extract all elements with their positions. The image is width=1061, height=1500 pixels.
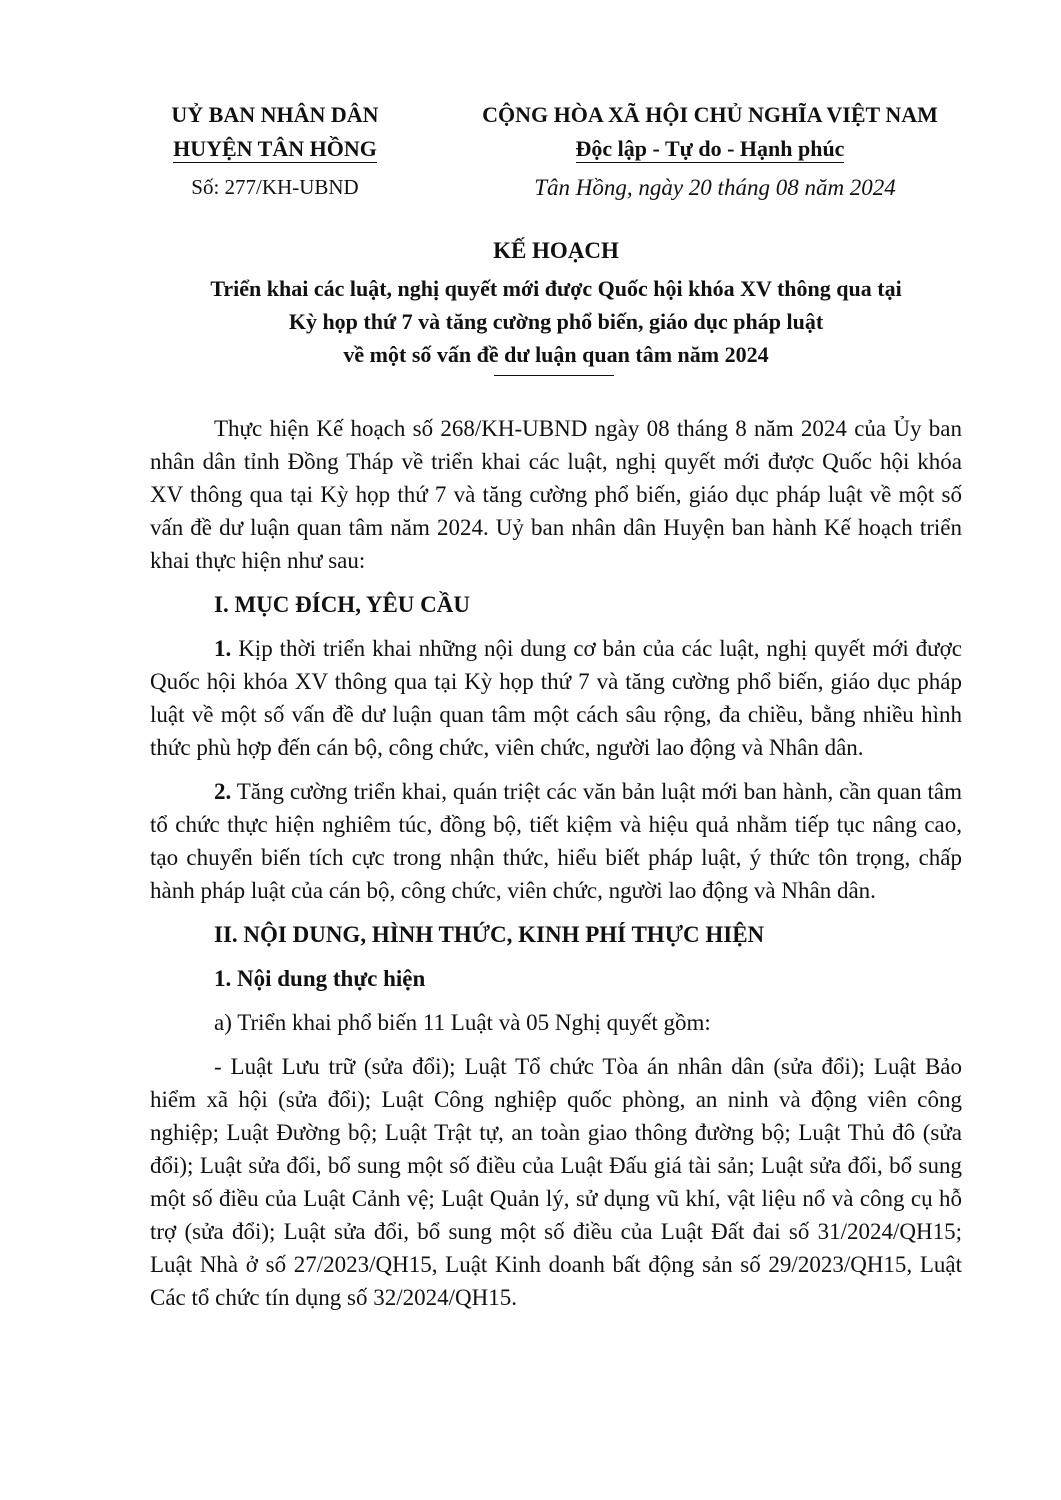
subsection-1-heading: 1. Nội dung thực hiện <box>214 966 426 991</box>
item-1-number: 1. <box>214 636 232 661</box>
subtitle-line1: Triển khai các luật, nghị quyết mới được Quốc hội khóa XV thông qua tại <box>210 276 902 301</box>
item-1-text: Kịp thời triển khai những nội dung cơ bản của các luật, nghị quyết mới được Quốc hội khóa XV thông qua tại Kỳ họp thứ 7 và tăng cường phổ biến, giáo dục pháp luật về một số vấn đề dư luận quan tâm một cách sâu rộng, đa chiều, bằng nhiều hình thức phù hợp đến cán bộ, công chức, viên chức, người lao động và Nhân dân. <box>150 636 962 760</box>
national-motto: Độc lập - Tự do - Hạnh phúc <box>575 136 845 161</box>
national-header <box>455 98 965 166</box>
subtitle-line3: về một số vấn đề dư luận quan tâm năm 2024 <box>343 342 769 367</box>
document-body <box>150 412 962 1325</box>
issuer-district: HUYỆN TÂN HỒNG <box>173 136 377 161</box>
subtitle-line2: Kỳ họp thứ 7 và tăng cường phổ biến, giáo dục pháp luật <box>288 309 824 334</box>
laws-list: - Luật Lưu trữ (sửa đổi); Luật Tổ chức Tòa án nhân dân (sửa đổi); Luật Bảo hiểm xã hội (sửa đổi); Luật Công nghiệp quốc phòng, an ninh và động viên công nghiệp; Luật Đường bộ; Luật Trật tự, an toàn giao thông đường bộ; Luật Thủ đô (sửa đổi); Luật sửa đổi, bổ sung một số điều của Luật Đấu giá tài sản; Luật sửa đổi, bổ sung một số điều của Luật Cảnh vệ; Luật Quản lý, sử dụng vũ khí, vật liệu nổ và công cụ hỗ trợ (sửa đổi); Luật sửa đổi, bổ sung một số điều của Luật Đất đai số 31/2024/QH15; Luật Nhà ở số 27/2023/QH15, Luật Kinh doanh bất động sản số 29/2023/QH15, Luật Các tổ chức tín dụng số 32/2024/QH15. <box>150 1054 962 1310</box>
paragraph-item-2 <box>150 775 962 907</box>
item-2-number: 2. <box>214 779 232 804</box>
national-motto-wrap <box>455 132 965 166</box>
document-date: Tân Hồng, ngày 20 tháng 08 năm 2024 <box>534 175 896 200</box>
national-name: CỘNG HÒA XÃ HỘI CHỦ NGHĨA VIỆT NAM <box>482 102 938 127</box>
point-a: a) Triển khai phổ biến 11 Luật và 05 Nghị quyết gồm: <box>214 1010 711 1035</box>
section-1-heading: I. MỤC ĐÍCH, YÊU CẦU <box>214 592 470 617</box>
issuer-block <box>150 98 400 166</box>
item-2-text: Tăng cường triển khai, quán triệt các văn bản luật mới ban hành, cần quan tâm tổ chức thực hiện nghiêm túc, đồng bộ, tiết kiệm và hiệu quả nhằm tiếp tục nâng cao, tạo chuyển biến tích cực trong nhận thức, hiểu biết pháp luật, ý thức tôn trọng, chấp hành pháp luật của cán bộ, công chức, viên chức, người lao động và Nhân dân. <box>150 779 962 903</box>
issuer-line1: UỶ BAN NHÂN DÂN <box>171 102 379 127</box>
document-subtitle <box>150 272 962 371</box>
document-title: KẾ HOẠCH <box>493 238 619 263</box>
issuer-line2 <box>150 132 400 166</box>
section-2-heading: II. NỘI DUNG, HÌNH THỨC, KINH PHÍ THỰC HIỆN <box>214 922 765 947</box>
title-divider <box>494 375 614 376</box>
document-number: Số: 277/KH-UBND <box>191 175 359 199</box>
paragraph-item-1 <box>150 632 962 764</box>
intro-paragraph: Thực hiện Kế hoạch số 268/KH-UBND ngày 08 tháng 8 năm 2024 của Ủy ban nhân dân tỉnh Đồng Tháp về triển khai các luật, nghị quyết mới được Quốc hội khóa XV thông qua tại Kỳ họp thứ 7 và tăng cường phổ biến, giáo dục pháp luật về một số vấn đề dư luận quan tâm năm 2024. Uỷ ban nhân dân Huyện ban hành Kế hoạch triển khai thực hiện như sau: <box>150 416 962 573</box>
